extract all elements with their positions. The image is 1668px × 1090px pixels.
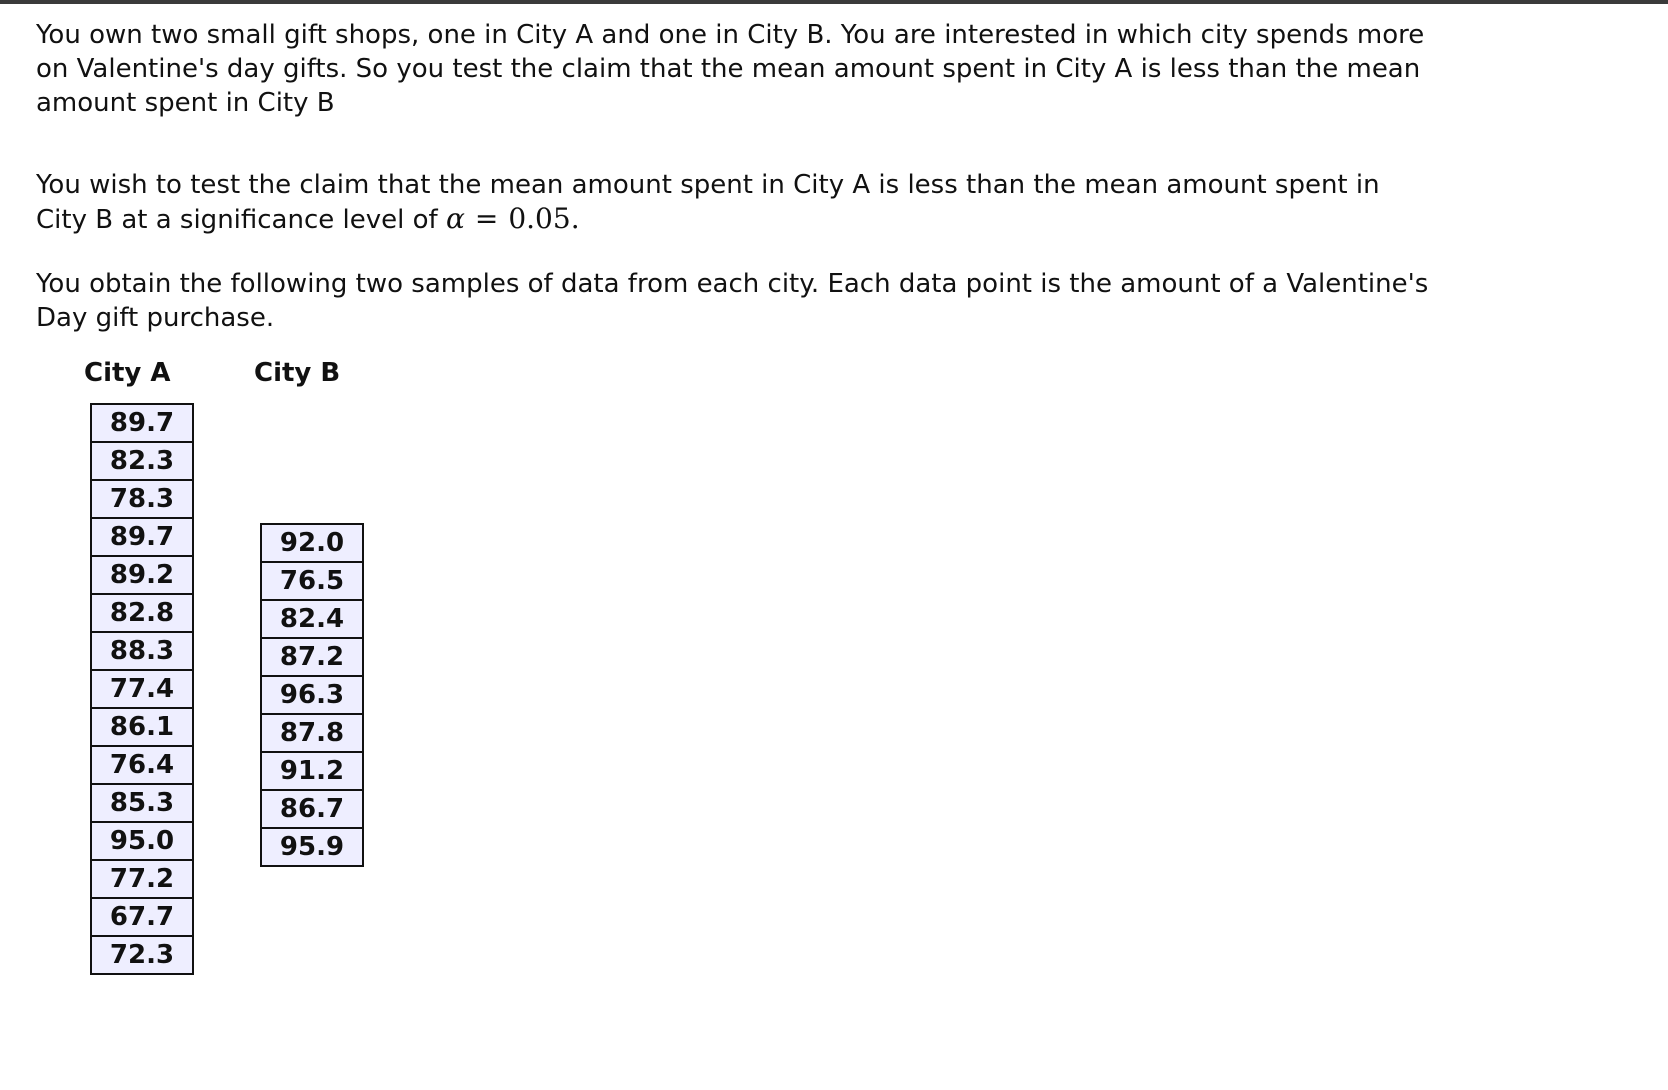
city-b-value-cell: 92.0 [261, 524, 363, 562]
city-a-value-cell: 78.3 [91, 480, 193, 518]
city-a-row [91, 822, 193, 860]
city-b-header: City B [254, 358, 341, 388]
city-a-row [91, 784, 193, 822]
top-border [0, 0, 1668, 4]
city-a-table [90, 403, 194, 975]
city-b-row [261, 752, 363, 790]
city-a-value-cell: 88.3 [91, 632, 193, 670]
city-a-value-cell: 89.7 [91, 518, 193, 556]
city-a-row [91, 594, 193, 632]
problem-intro: You own two small gift shops, one in City A and one in City B. You are interested in which city spends more on Valentine's day gifts. So you test the claim that the mean amount spent in City A is less than the mean amount spent in City B [36, 20, 1425, 118]
city-a-row [91, 670, 193, 708]
city-a-row [91, 936, 193, 974]
city-a-value-cell: 95.0 [91, 822, 193, 860]
city-a-row [91, 404, 193, 442]
city-a-row [91, 480, 193, 518]
city-b-value-cell: 91.2 [261, 752, 363, 790]
city-b-row [261, 638, 363, 676]
city-b-row [261, 524, 363, 562]
alpha-value: 0.05 [508, 202, 571, 235]
city-b-row [261, 828, 363, 866]
city-a-row [91, 632, 193, 670]
city-b-value-cell: 76.5 [261, 562, 363, 600]
claim-statement [36, 168, 1436, 237]
city-b-value-cell: 95.9 [261, 828, 363, 866]
city-b-row [261, 714, 363, 752]
city-a-value-cell: 67.7 [91, 898, 193, 936]
city-b-value-cell: 87.8 [261, 714, 363, 752]
city-b-value-cell: 86.7 [261, 790, 363, 828]
city-a-header: City A [84, 358, 171, 388]
city-a-row [91, 746, 193, 784]
city-b-value-cell: 96.3 [261, 676, 363, 714]
city-b-value-cell: 87.2 [261, 638, 363, 676]
city-a-row [91, 556, 193, 594]
alpha-symbol: α [445, 202, 465, 235]
city-a-value-cell: 86.1 [91, 708, 193, 746]
city-a-value-cell: 89.2 [91, 556, 193, 594]
city-a-value-cell: 89.7 [91, 404, 193, 442]
city-a-value-cell: 82.3 [91, 442, 193, 480]
city-a-value-cell: 77.4 [91, 670, 193, 708]
city-a-value-cell: 76.4 [91, 746, 193, 784]
samples-description: You obtain the following two samples of data from each city. Each data point is the amount of a Valentine's Day gift purchase. [36, 269, 1429, 333]
equals-sign: = [474, 202, 499, 235]
city-a-row [91, 442, 193, 480]
city-a-value-cell: 82.8 [91, 594, 193, 632]
city-b-row [261, 790, 363, 828]
claim-text: You wish to test the claim that the mean amount spent in City A is less than the mean amount spent in City B at a significance level of [36, 170, 1380, 235]
city-a-row [91, 518, 193, 556]
city-b-table [260, 523, 364, 867]
city-a-row [91, 708, 193, 746]
city-b-row [261, 676, 363, 714]
significance-level [446, 202, 580, 235]
city-a-row [91, 860, 193, 898]
city-b-row [261, 562, 363, 600]
city-b-value-cell: 82.4 [261, 600, 363, 638]
city-a-value-cell: 85.3 [91, 784, 193, 822]
city-a-row [91, 898, 193, 936]
city-b-row [261, 600, 363, 638]
city-a-value-cell: 72.3 [91, 936, 193, 974]
period: . [570, 202, 580, 235]
city-a-value-cell: 77.2 [91, 860, 193, 898]
